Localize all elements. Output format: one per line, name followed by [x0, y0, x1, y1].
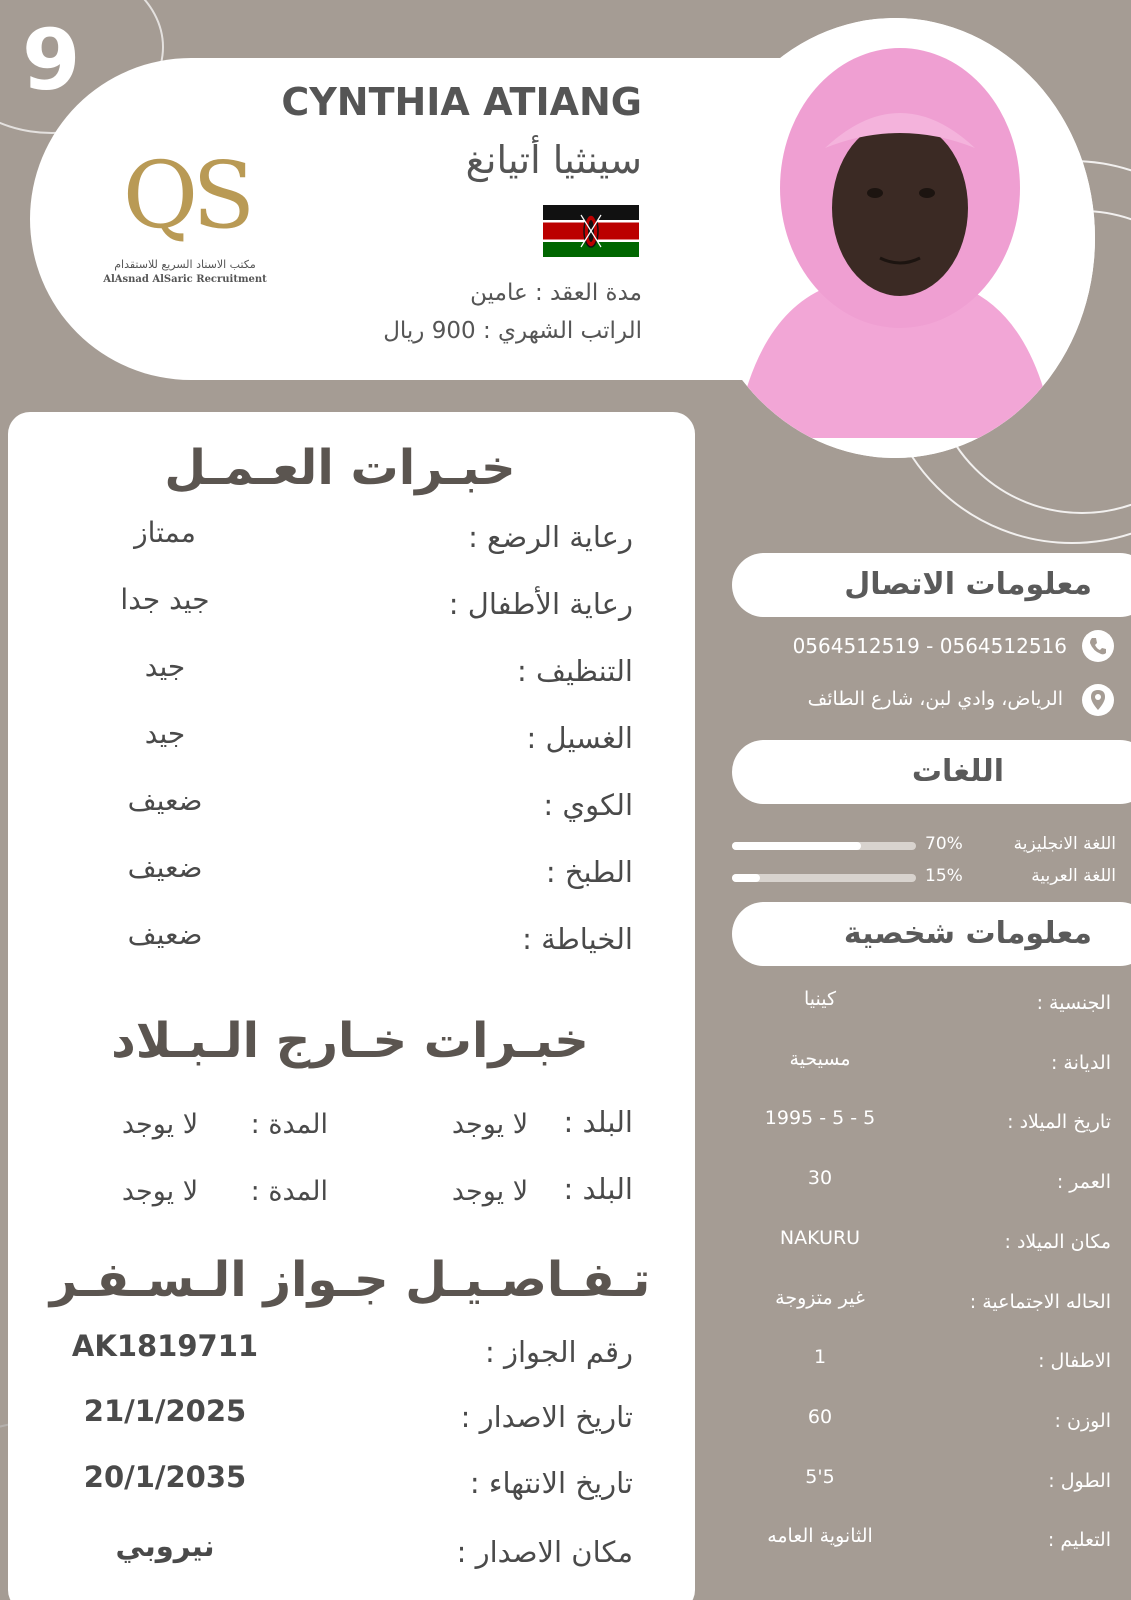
work-skill-value: جيد	[144, 717, 186, 750]
passport-field-label: تاريخ الاصدار :	[460, 1400, 633, 1434]
language-name: اللغة الانجليزية	[1013, 834, 1116, 854]
card-number: 9	[22, 11, 81, 109]
languages-section-header	[732, 740, 1131, 804]
language-level-fill	[732, 874, 760, 882]
passport-field-value: 21/1/2025	[83, 1394, 247, 1428]
contract-duration: مدة العقد : عامين	[470, 280, 642, 306]
personal-info-label: الاطفال :	[1038, 1350, 1111, 1373]
work-skill-value: ضعيف	[127, 851, 203, 884]
language-level-bar	[732, 874, 916, 882]
abroad-duration-value: لا يوجد	[121, 1176, 199, 1207]
passport-field-value: 20/1/2035	[83, 1460, 247, 1494]
contact-title: معلومات الاتصال	[844, 567, 1092, 602]
personal-info-value: 30	[807, 1167, 833, 1190]
abroad-duration-label: المدة :	[250, 1176, 328, 1207]
abroad-duration-label: المدة :	[250, 1109, 328, 1140]
abroad-experience-title: خبـرات خـارج الـبـلاد	[111, 1013, 589, 1069]
personal-info-value: 60	[807, 1405, 833, 1428]
personal-info-value: غير متزوجة	[775, 1286, 865, 1309]
work-skill-value: ضعيف	[127, 784, 203, 817]
abroad-country-value: لا يوجد	[451, 1109, 529, 1140]
language-name: اللغة العربية	[1031, 866, 1116, 886]
personal-info-label: الطول :	[1048, 1469, 1111, 1492]
abroad-country-label: البلد :	[563, 1105, 633, 1139]
logo	[90, 142, 290, 290]
work-experience-title: خبـرات العـمـل	[164, 440, 516, 496]
work-skill-value: جيد	[144, 650, 186, 683]
work-skill-value: جيد جدا	[120, 583, 210, 616]
passport-field-label: تاريخ الانتهاء :	[469, 1466, 633, 1500]
contact-phones: 0564512519 - 0564512516	[792, 634, 1067, 658]
work-skill-value: ضعيف	[127, 918, 203, 951]
personal-info-label: مكان الميلاد :	[1004, 1230, 1111, 1253]
personal-info-label: التعليم :	[1047, 1529, 1111, 1552]
contact-section-header	[732, 553, 1131, 617]
language-level-fill	[732, 842, 861, 850]
work-skill-label: رعاية الأطفال :	[448, 587, 633, 621]
personal-section-header	[732, 902, 1131, 966]
language-percent: 70%	[925, 834, 963, 854]
work-skill-label: الكوي :	[543, 788, 633, 822]
profile-photo	[695, 18, 1095, 458]
personal-info-label: العمر :	[1056, 1171, 1111, 1194]
passport-field-value: AK1819711	[71, 1329, 259, 1363]
personal-info-value: الثانوية العامه	[767, 1525, 873, 1548]
work-skill-label: الغسيل :	[526, 721, 633, 755]
logo-letters: QS	[122, 142, 250, 249]
phone-icon	[1082, 630, 1114, 662]
location-pin-icon	[1082, 684, 1114, 716]
abroad-country-value: لا يوجد	[451, 1176, 529, 1207]
personal-info-value: 1	[813, 1346, 827, 1369]
personal-info-value: NAKURU	[779, 1226, 861, 1249]
languages-title: اللغات	[911, 754, 1004, 789]
abroad-country-label: البلد :	[563, 1172, 633, 1206]
contact-address: الرياض، وادي لبن، شارع الطائف	[807, 688, 1063, 710]
work-skill-label: الطبخ :	[545, 855, 633, 889]
personal-info-value: كينيا	[803, 988, 837, 1010]
name-arabic: سينثيا أتيانغ	[465, 138, 642, 182]
kenya-flag-icon	[543, 205, 639, 257]
work-skill-label: رعاية الرضع :	[468, 520, 633, 554]
personal-info-label: الديانة :	[1050, 1051, 1111, 1074]
logo-english-name: AlAsnad AlSaric Recruitment	[103, 274, 267, 285]
name-english: CYNTHIA ATIANG	[281, 80, 642, 124]
abroad-duration-value: لا يوجد	[121, 1109, 199, 1140]
passport-field-label: رقم الجواز :	[484, 1335, 633, 1369]
personal-info-value: 1995 - 5 - 5	[764, 1107, 876, 1130]
language-level-bar	[732, 842, 916, 850]
work-skill-label: التنظيف :	[517, 654, 633, 688]
personal-info-value: 5'5	[805, 1465, 835, 1488]
monthly-salary: الراتب الشهري : 900 ريال	[383, 318, 642, 344]
personal-title: معلومات شخصية	[843, 916, 1092, 951]
personal-info-label: الجنسية :	[1036, 992, 1111, 1014]
personal-info-label: الوزن :	[1054, 1409, 1111, 1432]
personal-info-label: تاريخ الميلاد :	[1007, 1111, 1111, 1134]
passport-field-value: نيروبي	[115, 1529, 215, 1563]
work-skill-label: الخياطة :	[522, 922, 633, 956]
work-skill-value: ممتاز	[134, 516, 196, 549]
passport-title: تـفـاصـيـل جـواز الـسـفـر	[49, 1252, 651, 1308]
passport-field-label: مكان الاصدار :	[456, 1535, 633, 1569]
personal-info-value: مسيحية	[789, 1047, 851, 1070]
logo-arabic-name: مكتب الاسناد السريع للاستقدام	[114, 258, 256, 271]
personal-info-label: الحاله الاجتماعية :	[969, 1290, 1111, 1313]
language-percent: 15%	[925, 866, 963, 886]
